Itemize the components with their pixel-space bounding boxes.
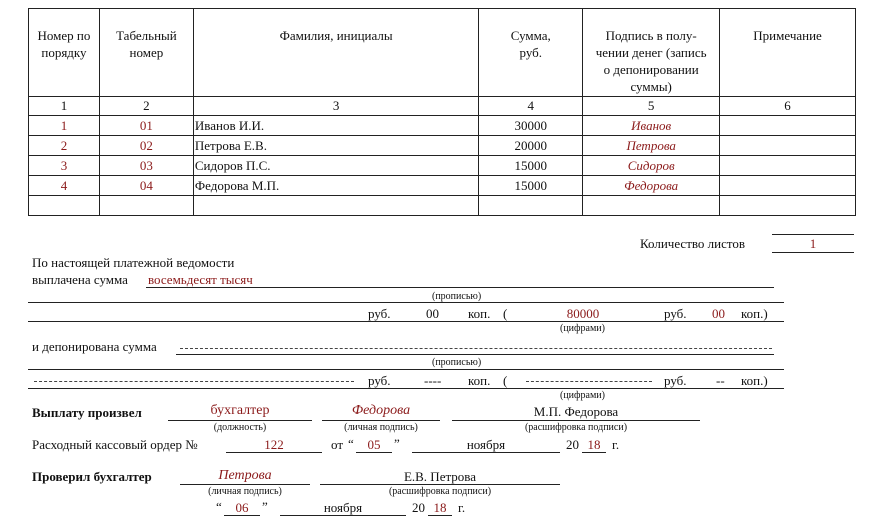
paid-digits: 80000 xyxy=(566,306,600,321)
column-number: 3 xyxy=(193,97,479,116)
paid-kop-label: коп. xyxy=(468,306,491,321)
row-sum: 15000 xyxy=(479,156,583,176)
column-number: 4 xyxy=(479,97,583,116)
checked-month: ноября xyxy=(323,500,363,515)
row-signature: Петрова xyxy=(583,136,720,156)
payout-decoding: М.П. Федорова xyxy=(533,404,619,419)
order-from-label: от xyxy=(331,437,344,452)
row-number: 1 xyxy=(29,116,100,136)
header-number: Номер по порядку xyxy=(29,9,100,97)
deposited-words-caption: (прописью) xyxy=(432,357,482,368)
paid-words: восемьдесят тысяч xyxy=(148,272,253,287)
column-number: 1 xyxy=(29,97,100,116)
order-year-prefix: 20 xyxy=(566,437,579,452)
row-tab-number: 02 xyxy=(99,136,193,156)
checked-year-suffix: г. xyxy=(458,500,466,515)
payout-label: Выплату произвел xyxy=(32,405,142,420)
checked-decoding: Е.В. Петрова xyxy=(403,469,477,484)
row-signature: Иванов xyxy=(583,116,720,136)
checked-year-prefix: 20 xyxy=(412,500,425,515)
paid-line1: По настоящей платежной ведомости xyxy=(32,255,235,270)
table-row-empty xyxy=(29,196,856,216)
row-signature: Федорова xyxy=(583,176,720,196)
order-label: Расходный кассовый ордер № xyxy=(32,437,198,452)
paid-digits-caption: (цифрами) xyxy=(560,323,605,334)
column-number: 2 xyxy=(99,97,193,116)
column-number: 5 xyxy=(583,97,720,116)
sheets-value: 1 xyxy=(809,236,817,251)
checked-decoding-caption: (расшифровка подписи) xyxy=(388,486,492,497)
order-month: ноября xyxy=(466,437,506,452)
deposited-rub-label: руб. xyxy=(368,373,391,388)
column-number: 6 xyxy=(720,97,856,116)
deposited-rub2-label: руб. xyxy=(664,373,687,388)
paid-words-caption: (прописью) xyxy=(432,291,482,302)
row-name: Петрова Е.В. xyxy=(193,136,479,156)
header-sum: Сумма, руб. xyxy=(479,9,583,97)
deposited-kop2-label: коп.) xyxy=(741,373,768,388)
quote-close: ” xyxy=(394,436,400,451)
table-row xyxy=(29,176,856,196)
header-signature: Подпись в полу- чении денег (запись о депонировании суммы) xyxy=(583,9,720,97)
table-row xyxy=(29,116,856,136)
checked-day: 06 xyxy=(235,500,249,515)
row-sum: 15000 xyxy=(479,176,583,196)
row-sum: 30000 xyxy=(479,116,583,136)
paid-rub2-label: руб. xyxy=(664,306,687,321)
row-number: 2 xyxy=(29,136,100,156)
sheets-label: Количество листов xyxy=(640,236,746,251)
payout-decoding-caption: (расшифровка подписи) xyxy=(524,422,628,433)
header-note: Примечание xyxy=(720,9,856,97)
row-note xyxy=(720,156,856,176)
payout-position: бухгалтер xyxy=(210,403,270,418)
table-row xyxy=(29,136,856,156)
deposited-open-paren: ( xyxy=(503,373,508,388)
table-header-row xyxy=(29,9,856,97)
row-tab-number: 03 xyxy=(99,156,193,176)
checked-signature: Петрова xyxy=(218,468,272,483)
row-name: Федорова М.П. xyxy=(193,176,479,196)
paid-kop2-value: 00 xyxy=(712,306,725,321)
payout-signature-caption: (личная подпись) xyxy=(344,422,418,433)
row-signature: Сидоров xyxy=(583,156,720,176)
row-tab-number: 04 xyxy=(99,176,193,196)
quote-close: ” xyxy=(262,499,268,514)
paid-rub-value: 00 xyxy=(426,306,439,321)
row-sum: 20000 xyxy=(479,136,583,156)
row-note xyxy=(720,176,856,196)
table-row xyxy=(29,156,856,176)
payout-signature: Федорова xyxy=(351,403,411,418)
row-note xyxy=(720,116,856,136)
deposited-kop2-value: -- xyxy=(716,373,725,388)
paid-line2: выплачена сумма xyxy=(32,272,128,287)
row-note xyxy=(720,136,856,156)
deposited-kop-label: коп. xyxy=(468,373,491,388)
quote-open: “ xyxy=(348,436,354,451)
checked-signature-caption: (личная подпись) xyxy=(208,486,282,497)
payroll-table xyxy=(28,8,856,216)
header-name: Фамилия, инициалы xyxy=(193,9,479,97)
paid-open-paren: ( xyxy=(503,306,508,321)
payout-position-caption: (должность) xyxy=(213,422,267,433)
deposited-digits-caption: (цифрами) xyxy=(560,390,605,401)
header-tab-number: Табельный номер xyxy=(99,9,193,97)
deposited-rub-value: ---- xyxy=(424,373,442,388)
order-number: 122 xyxy=(264,437,284,452)
row-number: 4 xyxy=(29,176,100,196)
order-day: 05 xyxy=(367,437,381,452)
row-number: 3 xyxy=(29,156,100,176)
paid-rub-label: руб. xyxy=(368,306,391,321)
quote-open: “ xyxy=(216,499,222,514)
row-name: Сидоров П.С. xyxy=(193,156,479,176)
column-number-row xyxy=(29,97,856,116)
checked-label: Проверил бухгалтер xyxy=(32,469,152,484)
order-year-suffix: г. xyxy=(612,437,620,452)
row-tab-number: 01 xyxy=(99,116,193,136)
row-name: Иванов И.И. xyxy=(193,116,479,136)
deposited-label: и депонирована сумма xyxy=(32,339,157,354)
order-year: 18 xyxy=(587,437,601,452)
paid-kop2-label: коп.) xyxy=(741,306,768,321)
checked-year: 18 xyxy=(433,500,447,515)
